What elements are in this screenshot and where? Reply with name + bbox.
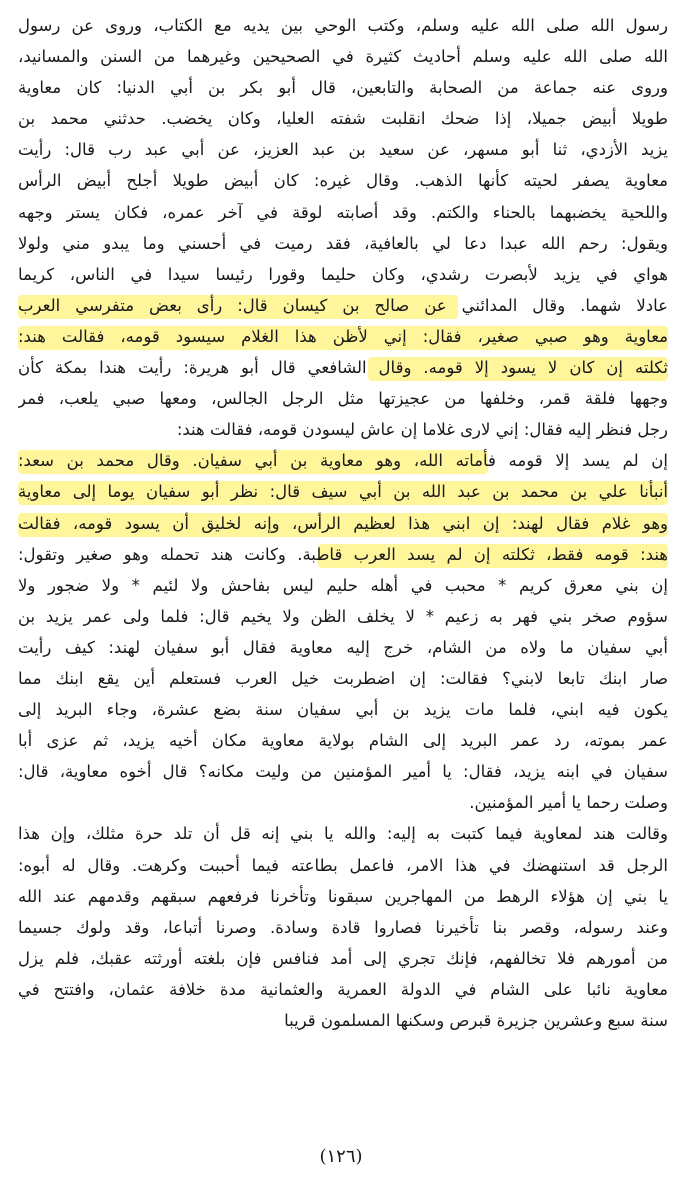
- text-line-31: من أمورهم فلا تخالفهم، فإنك تجري إلى أمد فنافس فإن بلغته أورثته عقبك، فلم يزل: [18, 948, 668, 968]
- text-line-3: وروى عنه جماعة من الصحابة والتابعين، قال أبو بكر بن أبي الدنيا: كان معاوية: [18, 78, 668, 98]
- text-line-13: وجهها فلقة قمر، وخلفها من عجيزتها مثل الرجل الجالس، ومعها صبي يلعب، فمر: [18, 389, 668, 409]
- text-line-5: يزيد الأزدي، ثنا أبو مسهر، عن سعيد بن عبد العزيز، عن أبي عبد رب قال: رأيت: [18, 140, 668, 160]
- text-line-15: إن لم يسد إلا قومه فأماته الله، وهو معاوية بن أبي سفيان. وقال محمد بن سعد:: [18, 445, 668, 476]
- text-line-1: رسول الله صلى الله عليه وسلم، وكتب الوحي بين يديه مع الكتاب، وروى عن رسول: [18, 16, 668, 35]
- text-line-6: معاوية يصفر لحيته كأنها الذهب. وقال غيره: كان أبيض طويلا أجلح أبيض الرأس: [18, 171, 668, 191]
- text-line-19: إن بني معرق كريم * محبب في أهله حليم ليس بفاحش ولا لئيم * ولا ضجور ولا: [18, 575, 668, 595]
- text-line-17: وهو غلام فقال لهند: إن ابني هذا لعظيم الرأس، وإنه لخليق أن يسود قومه، فقالت: [18, 508, 668, 539]
- text-line-10: عادلا شهما. وقال المدائني عن صالح بن كيسان قال: رأى بعض متفرسي العرب: [18, 290, 668, 321]
- text-line-12: ثكلته إن كان لا يسود إلا قومه. وقال الشافعي قال أبو هريرة: رأيت هندا بمكة كأن: [18, 352, 668, 383]
- text-line-26: وصلت رحما يا أمير المؤمنين.: [469, 793, 668, 813]
- text-line-32: معاوية نائبا على الشام في الدولة العمرية والعثمانية مدة خلافة عثمان، وافتتح في: [18, 979, 668, 999]
- text-line-4: طويلا أبيض جميلا، إذا ضحك انقلبت شفته العليا، وكان يخضب. حدثني محمد بن: [18, 109, 668, 129]
- text-line-22: صار ابنك تابعا لابني؟ فقالت: إن اضطربت خيل العرب فستعلم أين يقع ابنك مما: [18, 668, 668, 688]
- text-line-28: الرجل قد استنهضك في هذا الامر، فاعمل بطاعته فيما أحببت وكرهت. وقال له أبوه:: [18, 855, 668, 875]
- text-line-30: وعند رسوله، وقصر بنا تأخيرنا فصاروا قادة وسادة. وصرنا أتباعا، وقد ولوك جسيما: [18, 917, 668, 937]
- text-line-24: عمر بموته، رد عمر البريد إلى الشام بولاية معاوية مكان أخيه يزيد، ثم عزى أبا: [18, 731, 668, 751]
- text-line-27: وقالت هند لمعاوية فيما كتبت به إليه: والله يا بني إنه قل أن تلد حرة مثلك، وإن هذا: [18, 824, 668, 844]
- text-line-25: سفيان في ابنه يزيد، فقال: يا أمير المؤمنين من وليت مكانه؟ قال أخوه معاوية، قال:: [18, 762, 668, 782]
- text-line-8: ويقول: رحم الله عبدا دعا لي بالعافية، فقد رميت في أحسني وما يبدو مني ولولا: [18, 233, 668, 253]
- page-number: (١٢٦): [319, 1146, 363, 1167]
- text-line-2: الله صلى الله عليه وسلم أحاديث كثيرة في الصحيحين وغيرهما من السنن والمسانيد،: [18, 47, 668, 67]
- text-line-23: يكون فيه ابني، فلما مات يزيد بن أبي سفيان سنة بضع عشرة، وجاء البريد إلى: [18, 700, 668, 720]
- text-line-21: أبي سفيان ما ولاه من الشام، خرج إليه معاوية فقال أبو سفيان لهند: كيف رأيت: [18, 637, 668, 657]
- text-line-33: سنة سبع وعشرين جزيرة قبرص وسكنها المسلمون قريبا: [284, 1011, 668, 1030]
- text-line-16: أنبأنا علي بن محمد بن عبد الله بن أبي سيف قال: نظر أبو سفيان يوما إلى معاوية: [18, 476, 668, 507]
- text-line-9: هواي في يزيد لأبصرت رشدي، وكان حليما وقورا رئيسا سيدا في الناس، كريما: [18, 264, 668, 284]
- text-line-18: هند: قومه فقط، ثكلته إن لم يسد العرب قاطبة. وكانت هند تحمله وهو صغير وتقول:: [18, 539, 668, 570]
- text-line-20: سؤوم صخر بني فهر به زعيم * لا يخلف الظن ولا يخيم قال: فلما ولى عمر يزيد بن: [18, 606, 668, 626]
- text-line-11: معاوية وهو صبي صغير، فقال: إني لأظن هذا الغلام سيسود قومه، فقالت هند:: [18, 321, 668, 352]
- text-line-29: يا بني إن هؤلاء الرهط من المهاجرين سبقونا وتأخرنا فرفعهم سبقهم وقدمهم عند الله: [18, 886, 668, 906]
- body-text: [18, 10, 668, 1036]
- text-line-14: رجل فنظر إليه فقال: إني لارى غلاما إن عاش ليسودن قومه، فقالت هند:: [176, 420, 668, 440]
- text-line-7: واللحية يخضبهما بالحناء والكتم. وقد أصابته لوقة في آخر عمره، فكان يستر وجهه: [18, 202, 668, 222]
